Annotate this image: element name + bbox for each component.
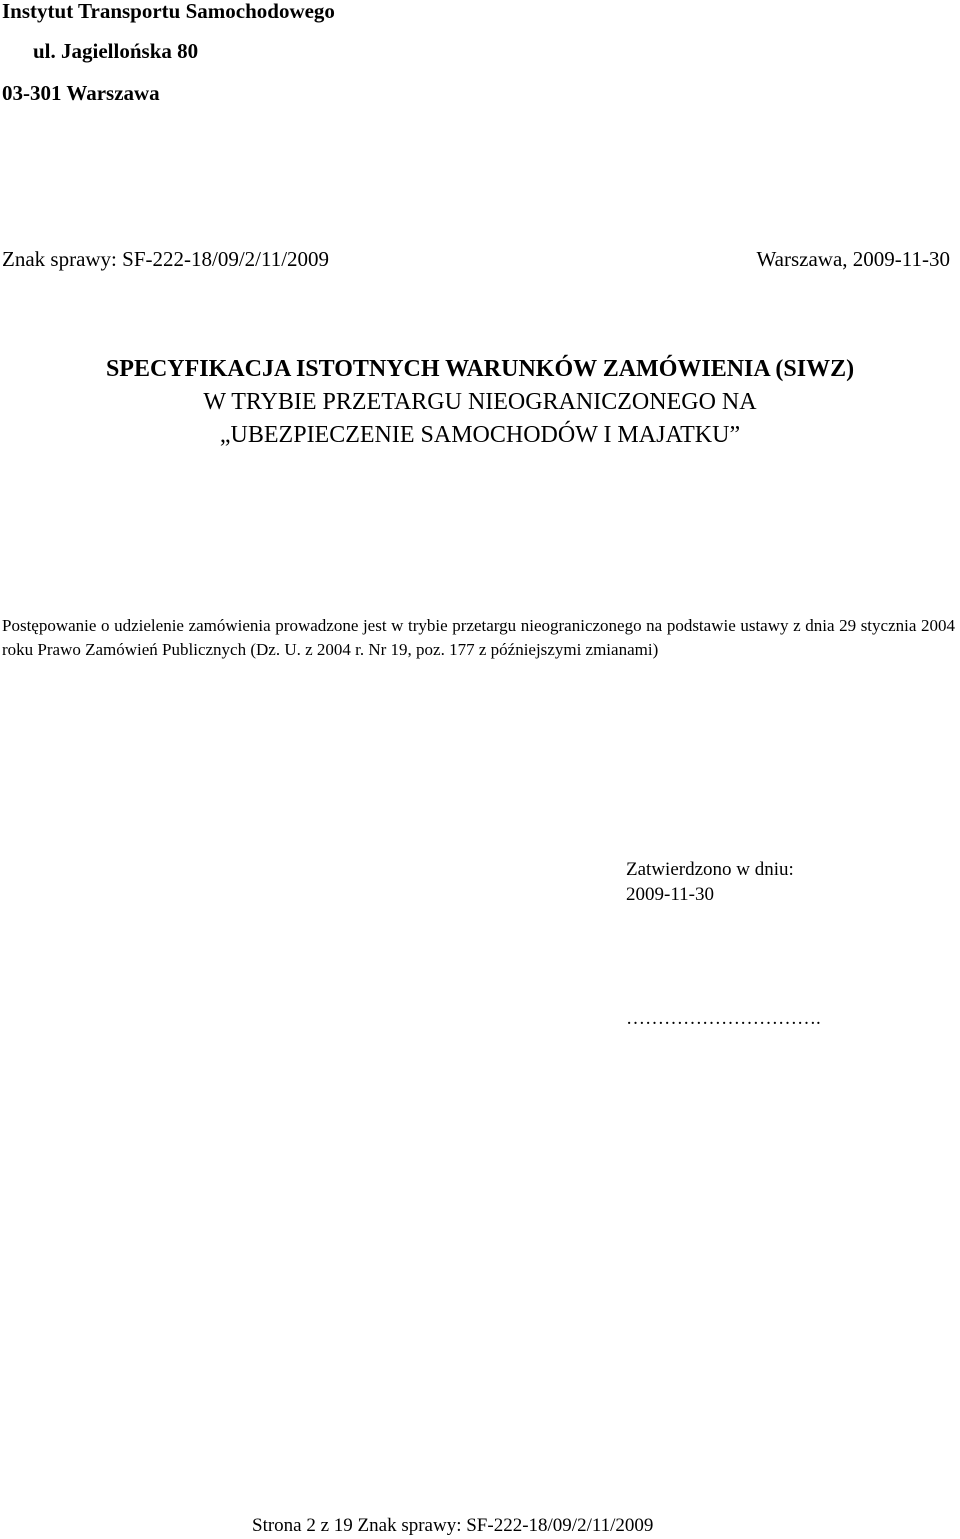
place-and-date: Warszawa, 2009-11-30 xyxy=(756,247,950,271)
institution-street: ul. Jagiellońska 80 xyxy=(33,39,199,63)
title-line-3: „UBEZPIECZENIE SAMOCHODÓW I MAJATKU” xyxy=(219,422,741,448)
signature-line: …………………………. xyxy=(626,1008,821,1029)
institution-city: 03-301 Warszawa xyxy=(2,81,160,105)
title-line-1: SPECYFIKACJA ISTOTNYCH WARUNKÓW ZAMÓWIENIA (SIWZ) xyxy=(105,356,855,382)
approval-date: 2009-11-30 xyxy=(626,884,714,905)
institution-name: Instytut Transportu Samochodowego xyxy=(2,0,335,23)
title-line-2: W TRYBIE PRZETARGU NIEOGRANICZONEGO NA xyxy=(203,389,757,415)
intro-paragraph: Postępowanie o udzielenie zamówienia prowadzone jest w trybie przetargu nieograniczonego na podstawie ustawy z dnia 29 stycznia 2004 roku Prawo Zamówień Publicznych (Dz. U. z 2004 r. Nr 19, poz. 177 z późniejszymi zmianami) xyxy=(2,616,955,659)
case-reference: Znak sprawy: SF-222-18/09/2/11/2009 xyxy=(2,247,330,271)
approval-label: Zatwierdzono w dniu: xyxy=(626,859,794,880)
page-footer: Strona 2 z 19 Znak sprawy: SF-222-18/09/2/11/2009 xyxy=(252,1515,654,1536)
document-title xyxy=(0,353,960,452)
